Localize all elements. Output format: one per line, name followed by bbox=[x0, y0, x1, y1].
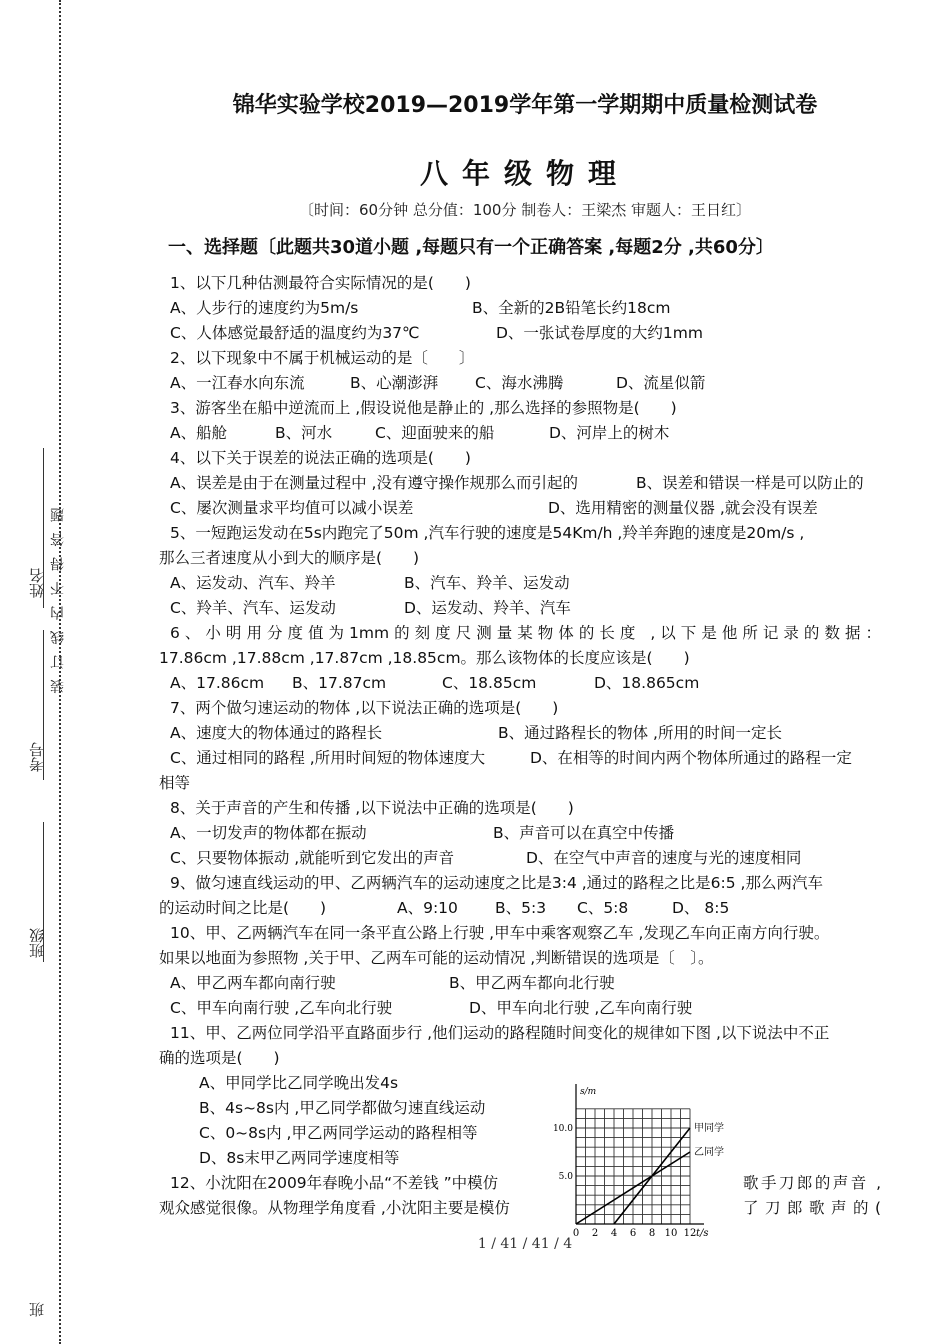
x-tick-label: 0 bbox=[572, 1228, 580, 1238]
q1-option-b: B、全新的2B铅笔长约18cm bbox=[472, 299, 671, 317]
q10-option-c: C、甲车向南行驶 ,乙车向北行驶 bbox=[170, 999, 393, 1017]
y-axis-label: s/m bbox=[580, 1087, 597, 1097]
x-tick-label: 10 bbox=[664, 1228, 678, 1238]
y-tick-label: 10.0 bbox=[552, 1124, 573, 1134]
x-axis-label: t/s bbox=[696, 1228, 709, 1238]
q10-stem-line2: 如果以地面为参照物 ,关于甲、乙两车可能的运动情况 ,判断错误的选项是〔 〕。 bbox=[159, 949, 714, 967]
q10-option-b: B、甲乙两车都向北行驶 bbox=[449, 974, 615, 992]
q12-stem-line2-right: 了刀郎歌声的( bbox=[743, 1199, 881, 1217]
q1-stem: 1、以下几种估测最符合实际情况的是( ) bbox=[170, 274, 471, 292]
binding-notice: 装 订 线 内 不 得 答 题 bbox=[50, 505, 66, 694]
q7-option-c: C、通过相同的路程 ,所用时间短的物体速度大 bbox=[170, 749, 486, 767]
q12-stem-line2-left: 观众感觉很像。从物理学角度看 ,小沈阳主要是模仿 bbox=[159, 1199, 510, 1217]
x-tick-label: 6 bbox=[629, 1228, 637, 1238]
q6-stem-line1: 6、小明用分度值为1mm的刻度尺测量某物体的长度 ,以下是他所记录的数据： bbox=[170, 624, 881, 642]
q11-option-a: A、甲同学比乙同学晚出发4s bbox=[199, 1074, 399, 1092]
q10-stem-line1: 10、甲、乙两辆汽车在同一条平直公路上行驶 ,甲车中乘客观察乙车 ,发现乙车向正南方向行驶。 bbox=[170, 924, 830, 942]
q11-stem-line2: 确的选项是( ) bbox=[159, 1049, 280, 1067]
q9-option-d: D、 8:5 bbox=[672, 899, 730, 917]
q6-option-a: A、17.86cm bbox=[170, 674, 265, 692]
q10-option-d: D、甲车向北行驶 ,乙车向南行驶 bbox=[469, 999, 693, 1017]
distance-time-graph bbox=[548, 1076, 744, 1238]
x-tick-label: 2 bbox=[591, 1228, 599, 1238]
x-tick-label: 8 bbox=[648, 1228, 656, 1238]
q5-option-a: A、运发动、汽车、羚羊 bbox=[170, 574, 336, 592]
q11-stem-line1: 11、甲、乙两位同学沿平直路面步行 ,他们运动的路程随时间变化的规律如下图 ,以下说法中不正 bbox=[170, 1024, 830, 1042]
q8-option-b: B、声音可以在真空中传播 bbox=[493, 824, 675, 842]
q2-option-d: D、流星似箭 bbox=[616, 374, 706, 392]
q3-option-a: A、船舱 bbox=[170, 424, 228, 442]
q12-stem-line1-left: 12、小沈阳在2009年春晚小品“不差钱 ”中模仿 bbox=[170, 1174, 499, 1192]
q4-option-b: B、误差和错误一样是可以防止的 bbox=[636, 474, 864, 492]
q6-option-b: B、17.87cm bbox=[292, 674, 387, 692]
graph-series bbox=[576, 1121, 724, 1224]
q11-option-b: B、4s~8s内 ,甲乙同学都做匀速直线运动 bbox=[199, 1099, 486, 1117]
name-underline bbox=[43, 448, 44, 608]
name-label: 姓名 bbox=[28, 568, 46, 598]
q9-stem-line1: 9、做匀速直线运动的甲、乙两辆汽车的运动速度之比是3:4 ,通过的路程之比是6:5 ,那么两汽车 bbox=[170, 874, 823, 892]
q5-stem-line1: 5、一短跑运发动在5s内跑完了50m ,汽车行驶的速度是54Km/h ,羚羊奔跑的速度是20m/s , bbox=[170, 524, 805, 542]
q7-option-a: A、速度大的物体通过的路程长 bbox=[170, 724, 383, 742]
q9-stem-line2: 的运动时间之比是( ) bbox=[159, 899, 327, 917]
q7-option-b: B、通过路程长的物体 ,所用的时间一定长 bbox=[498, 724, 782, 742]
page-number: 1 / 41 / 41 / 4 bbox=[477, 1236, 573, 1252]
q4-option-d: D、选用精密的测量仪器 ,就会没有误差 bbox=[548, 499, 818, 517]
exam-meta: 〔时间：60分钟 总分值：100分 制卷人：王梁杰 审题人：王日红〕 bbox=[298, 201, 752, 219]
q3-option-d: D、河岸上的树木 bbox=[549, 424, 670, 442]
q2-option-a: A、一江春水向东流 bbox=[170, 374, 305, 392]
q5-option-c: C、羚羊、汽车、运发动 bbox=[170, 599, 336, 617]
exam-no-label: 考号 bbox=[28, 742, 46, 772]
class-label: 班级 bbox=[28, 928, 46, 958]
q3-stem: 3、游客坐在船中逆流而上 ,假设说他是静止的 ,那么选择的参照物是( ) bbox=[170, 399, 677, 417]
x-tick-label: 12 bbox=[683, 1228, 697, 1238]
q8-option-a: A、一切发声的物体都在振动 bbox=[170, 824, 367, 842]
q8-option-c: C、只要物体振动 ,就能听到它发出的声音 bbox=[170, 849, 455, 867]
q1-option-a: A、人步行的速度约为5m/s bbox=[170, 299, 359, 317]
q6-stem-line2: 17.86cm ,17.88cm ,17.87cm ,18.85cm。那么该物体的长度应该是( ) bbox=[159, 649, 690, 667]
q9-option-c: C、5:8 bbox=[577, 899, 629, 917]
q9-option-a: A、9:10 bbox=[397, 899, 458, 917]
q5-stem-line2: 那么三者速度从小到大的顺序是( ) bbox=[159, 549, 420, 567]
q7-stem: 7、两个做匀速运动的物体 ,以下说法正确的选项是( ) bbox=[170, 699, 559, 717]
y-tick-label: 5.0 bbox=[558, 1172, 573, 1182]
q8-stem: 8、关于声音的产生和传播 ,以下说法中正确的选项是( ) bbox=[170, 799, 574, 817]
q3-option-c: C、迎面驶来的船 bbox=[375, 424, 495, 442]
bottom-class-label: 班 bbox=[28, 1302, 46, 1317]
q8-option-d: D、在空气中声音的速度与光的速度相同 bbox=[526, 849, 802, 867]
section-heading: 一、选择题〔此题共30道小题 ,每题只有一个正确答案 ,每题2分 ,共60分〕 bbox=[168, 237, 774, 258]
q2-option-b: B、心潮澎湃 bbox=[350, 374, 439, 392]
q5-option-b: B、汽车、羚羊、运发动 bbox=[404, 574, 570, 592]
series-jia-label: 甲同学 bbox=[694, 1123, 724, 1134]
q2-stem: 2、以下现象中不属于机械运动的是〔 〕 bbox=[170, 349, 475, 367]
q7-option-d: D、在相等的时间内两个物体所通过的路程一定 bbox=[530, 749, 852, 767]
q7-option-d-cont: 相等 bbox=[159, 774, 191, 792]
q5-option-d: D、运发动、羚羊、汽车 bbox=[404, 599, 571, 617]
graph-grid bbox=[576, 1109, 690, 1224]
q3-option-b: B、河水 bbox=[275, 424, 333, 442]
class-underline bbox=[43, 822, 44, 962]
q9-option-b: B、5:3 bbox=[495, 899, 547, 917]
q1-option-c: C、人体感觉最舒适的温度约为37℃ bbox=[170, 324, 420, 342]
exam-no-underline bbox=[43, 630, 44, 780]
q4-option-c: C、屡次测量求平均值可以减小误差 bbox=[170, 499, 414, 517]
q2-option-c: C、海水沸腾 bbox=[475, 374, 564, 392]
x-tick-label: 4 bbox=[610, 1228, 618, 1238]
q12-stem-line1-right: 歌手刀郎的声音 , bbox=[743, 1174, 881, 1192]
exam-title: 锦华实验学校2019—2019学年第一学期期中质量检测试卷 bbox=[232, 93, 818, 118]
series-yi-label: 乙同学 bbox=[694, 1147, 724, 1158]
subject-heading: 八年级物理 bbox=[419, 157, 630, 190]
q4-stem: 4、以下关于误差的说法正确的选项是( ) bbox=[170, 449, 471, 467]
q11-option-d: D、8s末甲乙两同学速度相等 bbox=[199, 1149, 400, 1167]
graph-ticks bbox=[553, 1124, 696, 1238]
q4-option-a: A、误差是由于在测量过程中 ,没有遵守操作规那么而引起的 bbox=[170, 474, 578, 492]
q6-option-c: C、18.85cm bbox=[442, 674, 537, 692]
q1-option-d: D、一张试卷厚度的大约1mm bbox=[496, 324, 703, 342]
q11-option-c: C、0~8s内 ,甲乙两同学运动的路程相等 bbox=[199, 1124, 478, 1142]
q10-option-a: A、甲乙两车都向南行驶 bbox=[170, 974, 336, 992]
q6-option-d: D、18.865cm bbox=[594, 674, 700, 692]
